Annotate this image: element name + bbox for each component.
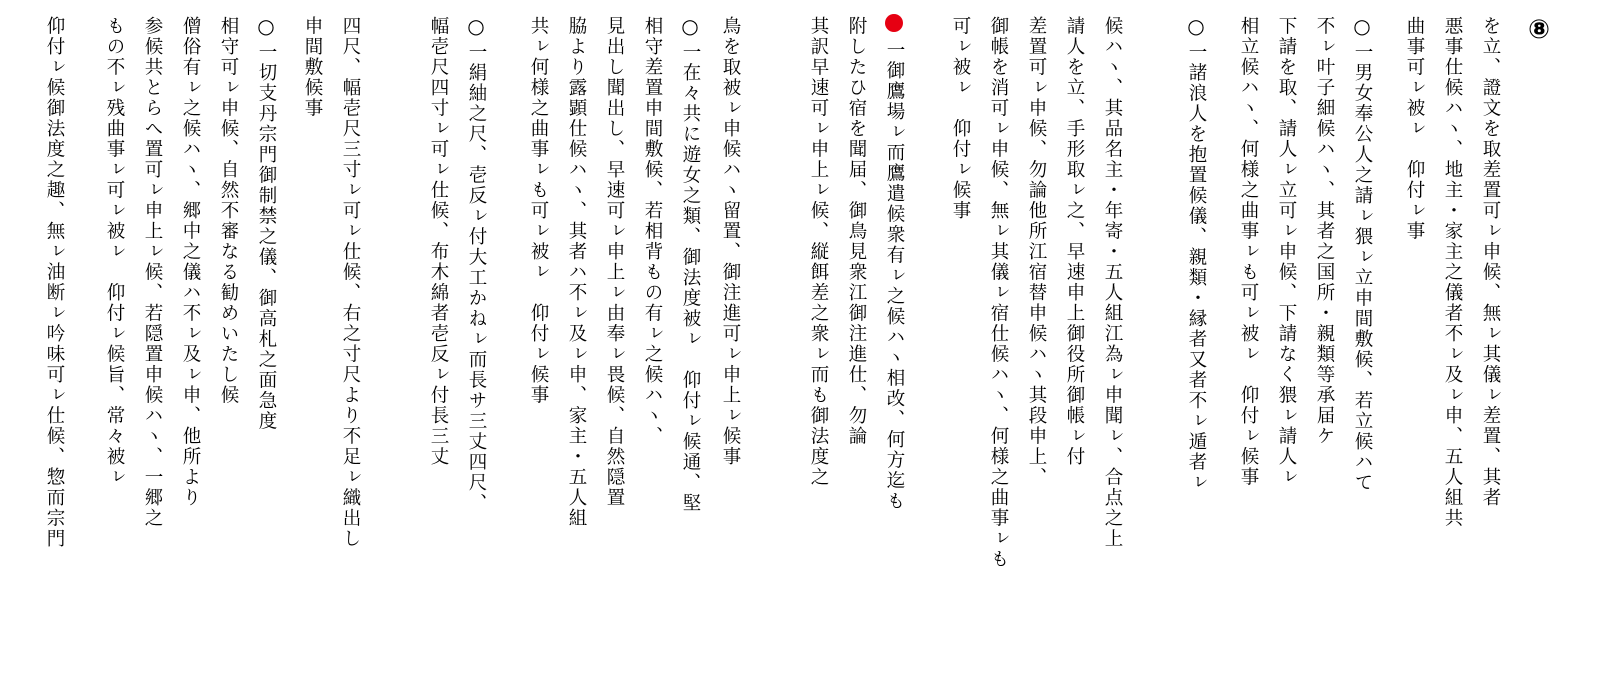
column-text: 四尺、幅壱尺三寸ㇾ可ㇾ仕候、右之寸尺より不足ㇾ織出し [340,16,361,549]
text-column [562,14,590,529]
text-column [984,14,1012,570]
text-column [252,14,280,432]
text-column [880,14,908,512]
text-column [1400,14,1428,242]
text-column [1182,14,1210,493]
column-text: もの不ㇾ残曲事ㇾ可ㇾ被ㇾ 仰付ㇾ候旨、常々被ㇾ [104,16,125,488]
column-text: 可ㇾ被ㇾ 仰付ㇾ候事 [950,16,971,221]
text-column [1060,14,1088,467]
text-column [1438,14,1466,529]
column-text: 一諸浪人を抱置候儀、親類・縁者又者不ㇾ遁者ㇾ [1186,42,1207,493]
column-text: 相守可ㇾ申候、自然不審なる勧めいたし候 [218,16,239,406]
text-column [336,14,364,549]
column-text: 仰付ㇾ候御法度之趣、無ㇾ油断ㇾ吟味可ㇾ仕候、惣而宗門 [44,16,65,549]
column-text: 幅壱尺四寸ㇾ可ㇾ仕候、布木綿者壱反ㇾ付長三丈 [428,16,449,467]
page-number: ⑧ [1527,15,1550,45]
column-text: 僧俗有ㇾ之候ハヽ、郷中之儀ハ不ㇾ及ㇾ申、他所より [180,16,201,508]
column-text: 悪事仕候ハヽ、地主・家主之儀者不ㇾ及ㇾ申、五人組共 [1442,16,1463,529]
column-text: 下請を取、請人ㇾ立可ㇾ申候、下請なく猥ㇾ請人ㇾ [1276,16,1297,488]
column-text: 附したひ宿を聞届、御鳥見衆江御注進仕、勿論 [846,16,867,447]
column-text: を立、證文を取差置可ㇾ申候、無ㇾ其儀ㇾ差置、其者 [1480,16,1501,508]
text-column [214,14,242,406]
column-text: 相立候ハヽ、何様之曲事ㇾも可ㇾ被ㇾ 仰付ㇾ候事 [1238,16,1259,488]
text-column [600,14,628,508]
circle-marker: ○ [1350,14,1374,40]
circle-marker: ○ [678,14,702,40]
column-text: 一御鷹場ㇾ而鷹遣候衆有ㇾ之候ハヽ相改、何方迄も [884,40,905,512]
text-column [298,14,326,119]
column-text: 一在々共に遊女之類、御法度被ㇾ 仰付ㇾ候通、堅 [680,42,701,514]
text-column [1348,14,1376,493]
column-text: 脇より露顕仕候ハヽ、其者ハ不ㇾ及ㇾ申、家主・五人組 [566,16,587,529]
column-text: 見出し聞出し、早速可ㇾ申上ㇾ由奉ㇾ畏候、自然隠置 [604,16,625,508]
column-text: 一絹紬之尺、壱反ㇾ付大工かねㇾ而長サ三丈四尺、 [466,42,487,514]
text-column [638,14,666,447]
text-column [462,14,490,514]
column-text: 一切支丹宗門御制禁之儀、御高札之面急度 [256,42,277,432]
column-text: 不ㇾ叶子細候ハヽ、其者之国所・親類等承届ケ [1314,16,1335,447]
column-text: 申間敷候事 [302,16,323,119]
column-text: 参候共とらへ置可ㇾ申上ㇾ候、若隠置申候ハヽ、一郷之 [142,16,163,529]
text-column [40,14,68,549]
column-text: 鳥を取被ㇾ申候ハヽ留置、御注進可ㇾ申上ㇾ候事 [720,16,741,467]
column-text: 相守差置申間敷候、若相背もの有ㇾ之候ハヽ、 [642,16,663,447]
text-column [676,14,704,514]
text-column [1272,14,1300,488]
text-column [842,14,870,447]
circle-marker: ○ [254,14,278,40]
column-text: 差置可ㇾ申候、勿論他所江宿替申候ハヽ其段申上、 [1026,16,1047,488]
text-column [804,14,832,488]
column-text: 御帳を消可ㇾ申候、無ㇾ其儀ㇾ宿仕候ハヽ、何様之曲事ㇾも [988,16,1009,570]
column-text: 請人を立、手形取ㇾ之、早速申上御役所御帳ㇾ付 [1064,16,1085,467]
text-column [1310,14,1338,447]
red-dot-marker-icon [880,14,908,38]
text-column [1234,14,1262,488]
text-column [100,14,128,488]
text-column [1476,14,1504,508]
text-column [1098,14,1126,549]
circle-marker: ○ [464,14,488,40]
circle-marker: ○ [1184,14,1208,40]
text-column [946,14,974,221]
column-text: 共ㇾ何様之曲事ㇾも可ㇾ被ㇾ 仰付ㇾ候事 [528,16,549,406]
column-text: 曲事可ㇾ被ㇾ 仰付ㇾ事 [1404,16,1425,242]
column-text: 其訳早速可ㇾ申上ㇾ候、縦餌差之衆ㇾ而も御法度之 [808,16,829,488]
column-text: 候ハヽ、其品名主・年寄・五人組江為ㇾ申聞ㇾ、合点之上 [1102,16,1123,549]
red-dot-icon [885,14,903,32]
text-column [1022,14,1050,488]
text-column [524,14,552,406]
text-column [138,14,166,529]
column-text: 一男女奉公人之請ㇾ猥ㇾ立申間敷候、若立候ハて [1352,42,1373,493]
text-column [716,14,744,467]
text-column [424,14,452,467]
text-column [176,14,204,508]
